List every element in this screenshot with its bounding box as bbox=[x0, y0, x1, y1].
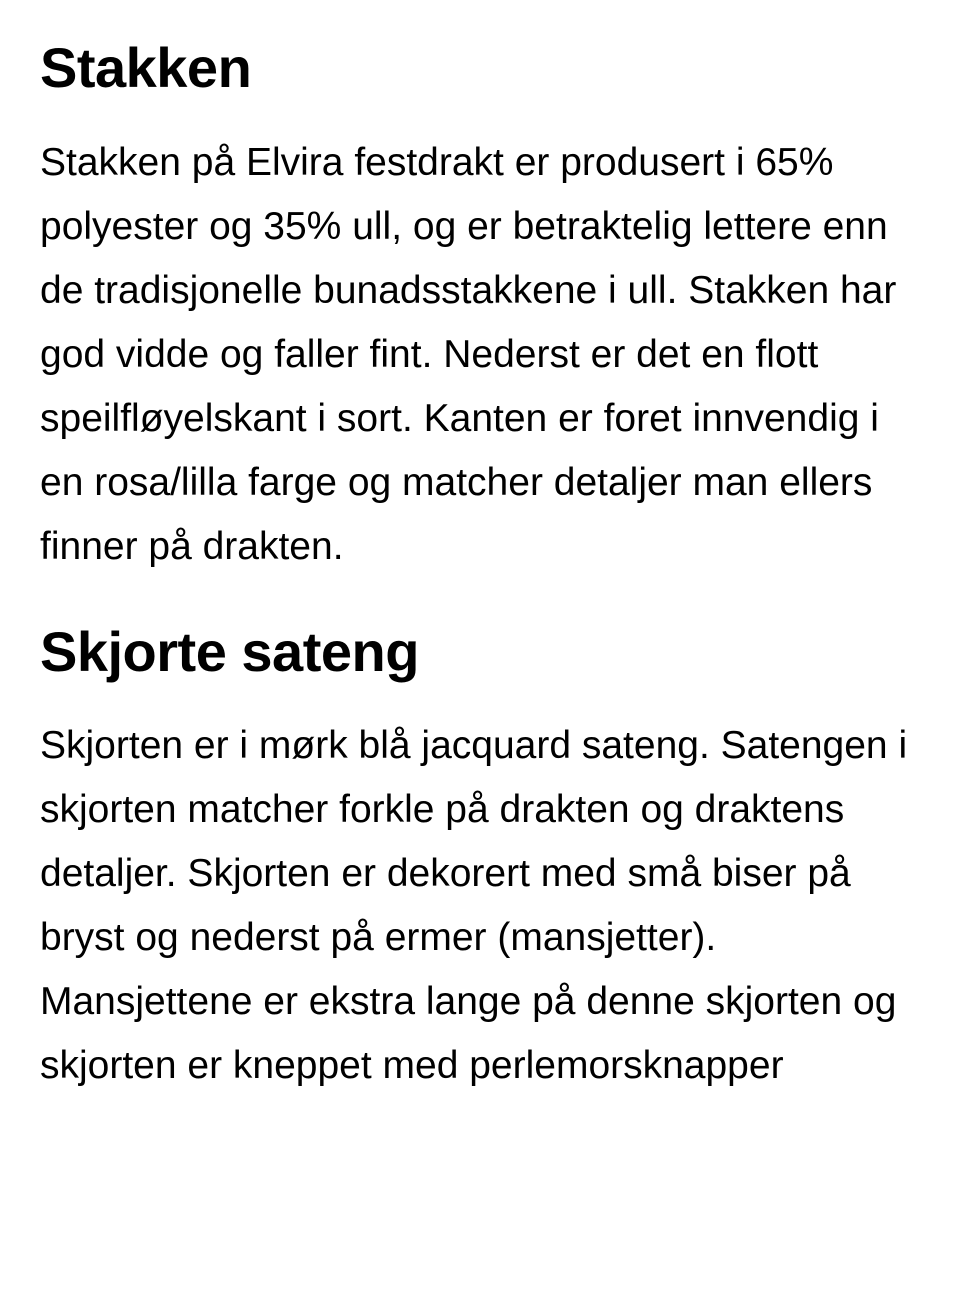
product-description bbox=[40, 0, 930, 1098]
section-title-stakken: Stakken bbox=[40, 36, 252, 99]
section-title-skjorte-sateng: Skjorte sateng bbox=[40, 620, 419, 683]
section-text-skjorte-sateng: Skjorten er i mørk blå jacquard sateng. Satengen i skjorten matcher forkle på drakten og draktens detaljer. Skjorten er dekorert med små biser på bryst og nederst på ermer (mansjetter). Mansjettene er ekstra lange på denne skjorten og skjorten er kneppet med perlemorsknapper bbox=[40, 724, 908, 1087]
section-text-stakken: Stakken på Elvira festdrakt er produsert i 65% polyester og 35% ull, og er betraktelig lettere enn de tradisjonelle bunadsstakkene i ull. Stakken har god vidde og faller fint. Nederst er det en flott speilfløyelskant i sort. Kanten er foret innvendig i en rosa/lilla farge og matcher detaljer man ellers finner på drakten. bbox=[40, 141, 897, 568]
section-skjorte-sateng bbox=[40, 620, 930, 1098]
section-stakken bbox=[40, 36, 930, 579]
